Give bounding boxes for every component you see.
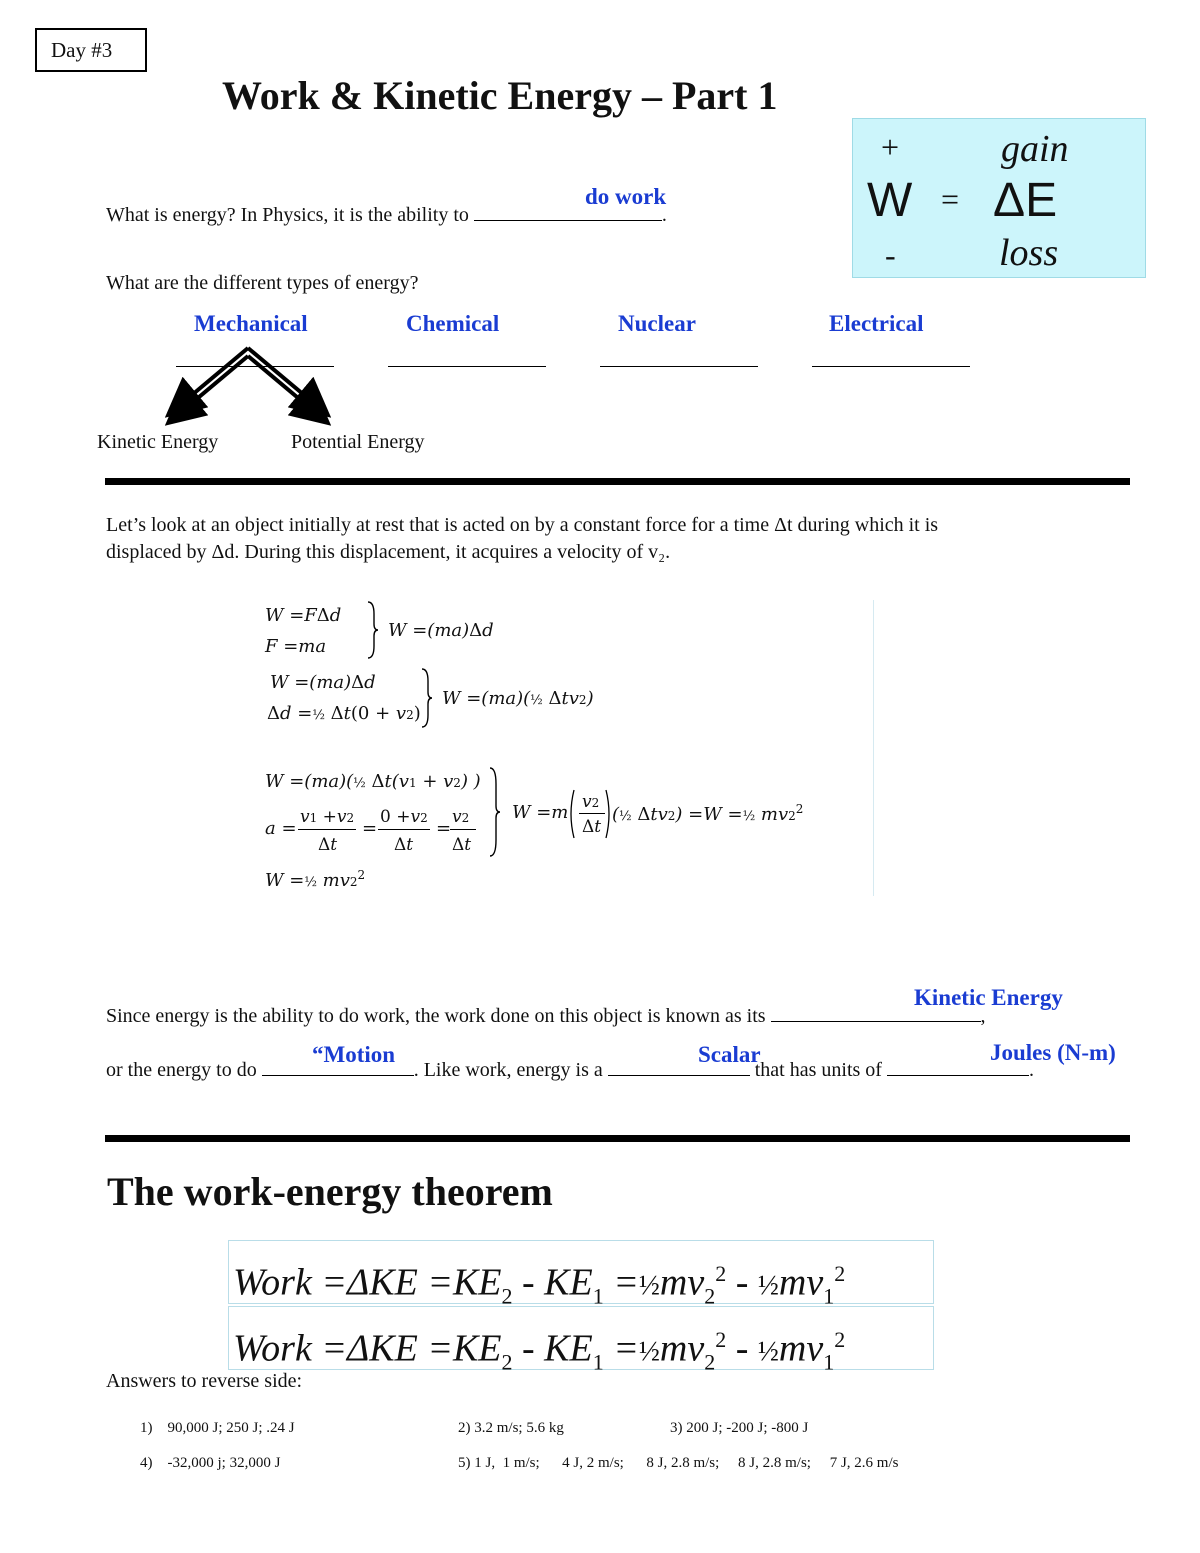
branch-arrows: [160, 340, 340, 430]
period: .: [661, 204, 667, 226]
question-types: What are the different types of energy?: [106, 272, 419, 294]
derivation-intro-line1: Let’s look at an object initially at rest that is acted on by a constant force for a time Δt during which it is: [106, 514, 939, 536]
work-energy-equation: Work $=\Delta KE =KE_2 - KE_1$ $=\frac{1}{2}mv_2^2$ - $\frac{1}{2}mv_1^2$: [228, 1306, 934, 1370]
section-divider: [105, 478, 1130, 485]
answer-number: 1): [140, 1420, 153, 1436]
minus-sign: -: [885, 237, 896, 273]
fill-in-text-2b: . Like work, energy is a: [413, 1059, 603, 1081]
answer-text: 3.2 m/s; 5.6 kg: [474, 1420, 564, 1436]
answer-text: 1 J, 1 m/s; 4 J, 2 m/s; 8 J, 2.8 m/s; 8 J, 2.8 m/s; 7 J, 2.6 m/s: [474, 1455, 899, 1471]
answer-kinetic-energy: Kinetic Energy: [914, 985, 1063, 1010]
answers-label: Answers to reverse side:: [106, 1370, 303, 1392]
plus-sign: +: [881, 129, 900, 165]
day-label-box: [35, 28, 147, 72]
answer-units: Joules (N-m): [990, 1040, 1116, 1065]
answer-number: 5): [458, 1455, 471, 1471]
page-title: Work & Kinetic Energy – Part 1: [222, 73, 778, 118]
derivation-intro-line2: displaced by Δd. During this displacement, it acquires a velocity of v₂.: [106, 541, 671, 563]
section-heading: The work-energy theorem: [107, 1169, 553, 1214]
answer-text: 200 J; -200 J; -800 J: [686, 1420, 809, 1436]
fill-in-text-1: Since energy is the ability to do work, the work done on this object is known as its: [106, 1005, 766, 1027]
answer-number: 2): [458, 1420, 471, 1436]
blank-line: [388, 366, 546, 367]
answer-item-5: [458, 1455, 898, 1472]
answer-item-2: [458, 1420, 564, 1437]
fill-in-text-2a: or the energy to do: [106, 1059, 257, 1081]
equals-sign: =: [941, 181, 960, 217]
question-energy-text: What is energy? In Physics, it is the ability to: [106, 204, 469, 226]
faint-divider: [873, 600, 874, 896]
fill-in-text-2c: that has units of: [754, 1059, 882, 1081]
answer-item-4: [140, 1455, 280, 1472]
fill-in-line2: [106, 1055, 1034, 1082]
potential-energy-label: Potential Energy: [291, 431, 425, 453]
period: .: [1028, 1059, 1034, 1081]
gain-label: gain: [1001, 128, 1069, 170]
answer-scalar: Scalar: [698, 1042, 761, 1067]
work-energy-box: [852, 118, 1146, 278]
question-energy: [106, 200, 667, 227]
w-symbol: W: [867, 174, 913, 227]
fill-in-line1: [106, 1001, 986, 1028]
loss-label: loss: [999, 232, 1059, 274]
answer-text: -32,000 j; 32,000 J: [167, 1455, 281, 1471]
energy-type-nuclear: Nuclear: [618, 311, 696, 336]
section-divider: [105, 1135, 1130, 1142]
delta-e-symbol: ΔE: [993, 174, 1058, 227]
answer-item-3: [670, 1420, 808, 1437]
answer-item-1: [140, 1420, 295, 1437]
answer-text: 90,000 J; 250 J; .24 J: [167, 1420, 295, 1436]
answer-number: 4): [140, 1455, 153, 1471]
energy-type-mechanical: Mechanical: [194, 311, 308, 336]
blank-line: [812, 366, 970, 367]
answer-motion: “Motion: [312, 1042, 396, 1067]
comma: ,: [980, 1005, 986, 1027]
answer-do-work: do work: [585, 184, 667, 209]
energy-type-electrical: Electrical: [829, 311, 924, 336]
energy-type-chemical: Chemical: [406, 311, 500, 336]
answer-number: 3): [670, 1420, 683, 1436]
work-energy-equation: Work $=\Delta KE =KE_2 - KE_1$ $=\frac{1}{2}mv_2^2$ - $\frac{1}{2}mv_1^2$: [228, 1240, 934, 1304]
kinetic-energy-label: Kinetic Energy: [97, 431, 219, 453]
blank-line: [600, 366, 758, 367]
day-label: Day #3: [51, 38, 113, 62]
